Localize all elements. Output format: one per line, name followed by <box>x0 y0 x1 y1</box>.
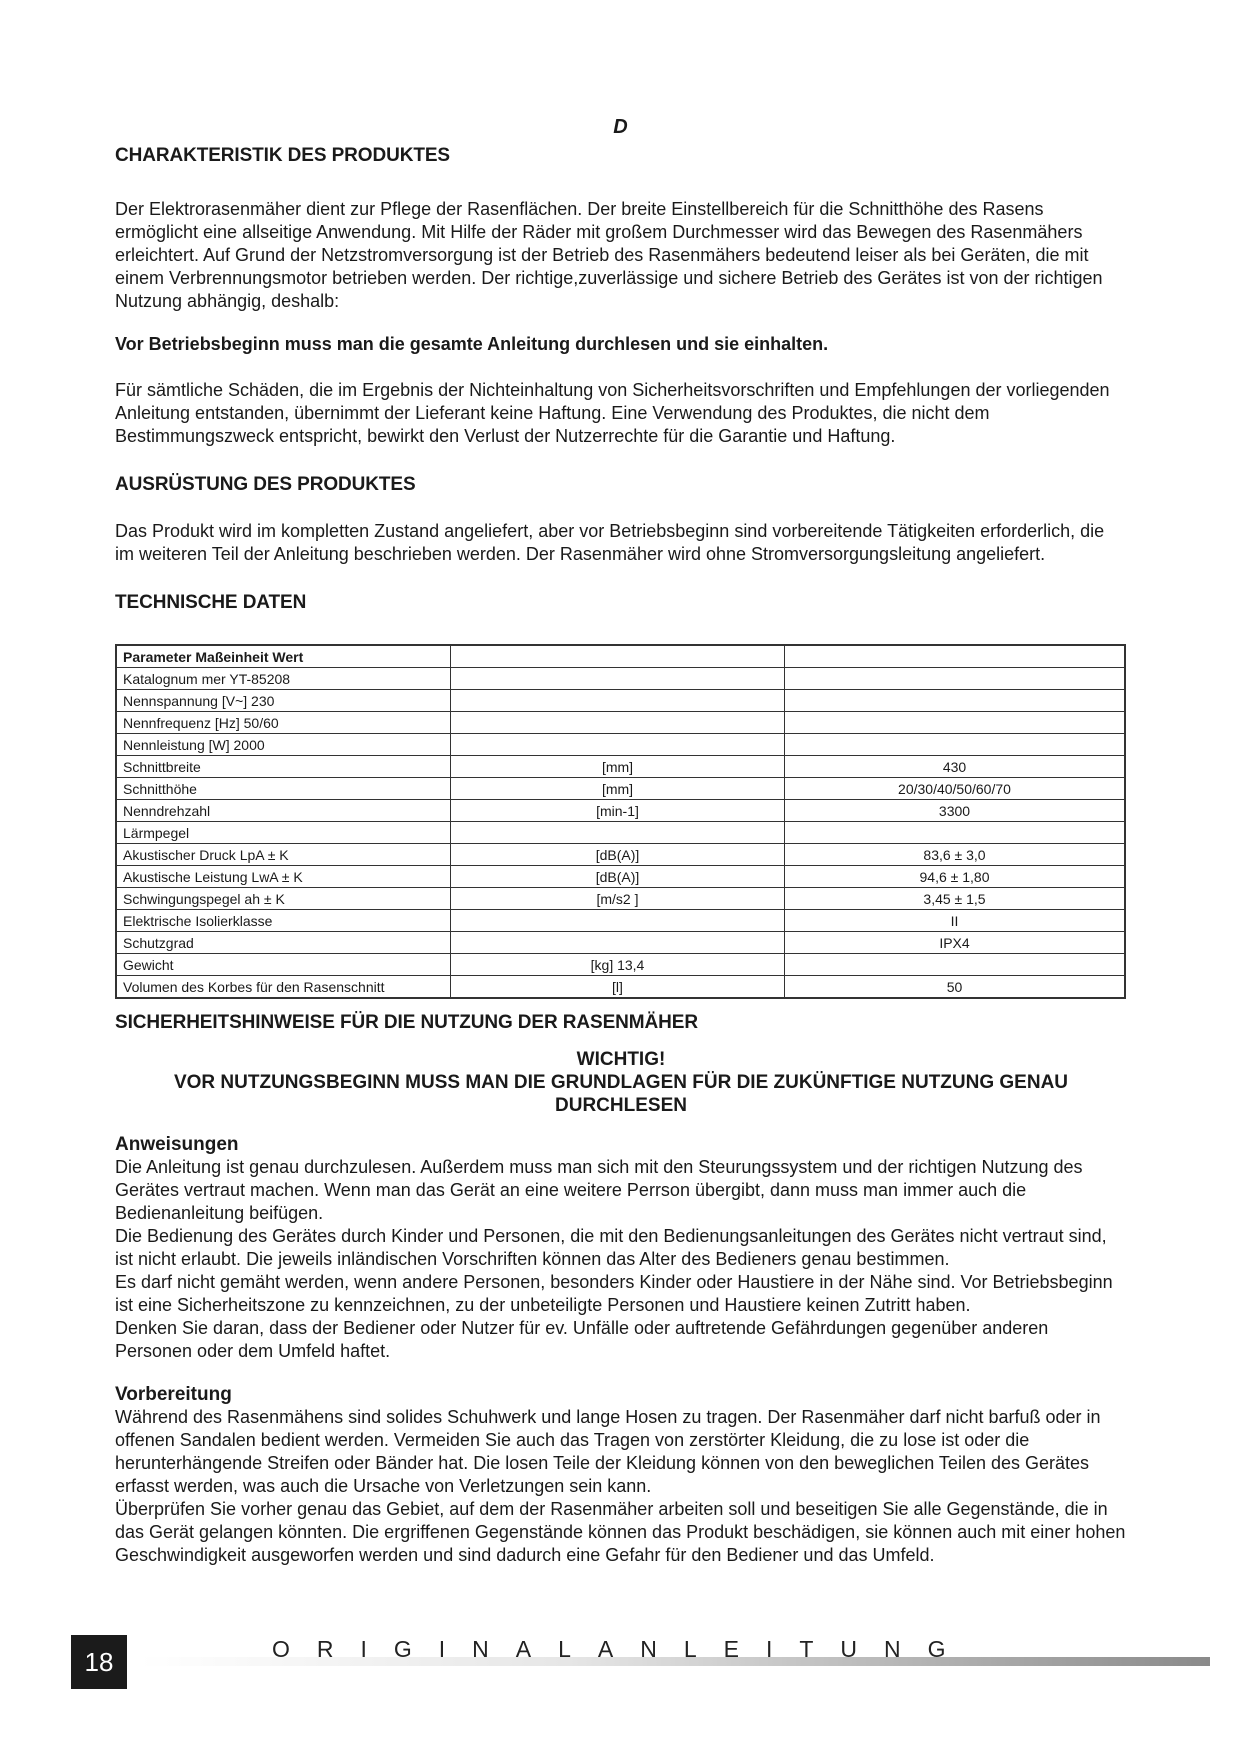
table-cell-value: 3,45 ± 1,5 <box>785 888 1126 910</box>
table-cell-value <box>785 645 1126 668</box>
warning-bold-line: Vor Betriebsbeginn muss man die gesamte Anleitung durchlesen und sie einhalten. <box>115 334 829 354</box>
table-cell-unit: [dB(A)] <box>451 866 785 888</box>
table-cell-unit <box>451 712 785 734</box>
table-cell-value <box>785 954 1126 976</box>
table-cell-parameter: Nennfrequenz [Hz] 50/60 <box>116 712 451 734</box>
table-row <box>116 822 1125 844</box>
table-cell-value <box>785 712 1126 734</box>
table-cell-parameter: Schnittbreite <box>116 756 451 778</box>
table-row <box>116 778 1125 800</box>
table-row <box>116 712 1125 734</box>
vorbereitung-paragraph-1: Während des Rasenmähens sind solides Schuhwerk und lange Hosen zu tragen. Der Rasenmäher darf nicht barfuß oder in offenen Sandalen bedient werden. Vermeiden Sie auch das Tragen von zerstörter Kleidung, die zu lose ist oder die herunterhängende Streifen oder Bänder hat. Die losen Teile der Kleidung können von den beweglichen Teilen des Gerätes erfasst werden, was auch die Ursache von Verletzungen sein kann. <box>115 1407 1101 1496</box>
table-cell-unit <box>451 690 785 712</box>
table-row <box>116 756 1125 778</box>
table-cell-unit: [kg] 13,4 <box>451 954 785 976</box>
table-cell-unit <box>451 822 785 844</box>
section-title-technische-daten: TECHNISCHE DATEN <box>115 592 307 613</box>
table-cell-value: 94,6 ± 1,80 <box>785 866 1126 888</box>
table-cell-unit <box>451 734 785 756</box>
table-row <box>116 690 1125 712</box>
table-cell-parameter: Schnitthöhe <box>116 778 451 800</box>
table-cell-unit: [m/s2 ] <box>451 888 785 910</box>
table-cell-parameter: Volumen des Korbes für den Rasenschnitt <box>116 976 451 999</box>
liability-paragraph: Für sämtliche Schäden, die im Ergebnis der Nichteinhaltung von Sicherheitsvorschriften und Empfehlungen der vorliegenden Anleitung entstanden, übernimmt der Lieferant keine Haftung. Eine Verwendung des Produktes, die nicht dem Bestimmungszweck entspricht, bewirkt den Verlust der Nutzerrechte für die Garantie und Haftung. <box>115 380 1110 446</box>
page-number: 18 <box>71 1635 127 1689</box>
table-cell-parameter: Schwingungspegel ah ± K <box>116 888 451 910</box>
table-cell-parameter: Nennspannung [V~] 230 <box>116 690 451 712</box>
table-row <box>116 932 1125 954</box>
table-row <box>116 866 1125 888</box>
section-title-ausruestung: AUSRÜSTUNG DES PRODUKTES <box>115 474 416 495</box>
table-cell-value <box>785 822 1126 844</box>
table-cell-parameter: Akustische Leistung LwA ± K <box>116 866 451 888</box>
table-cell-parameter: Gewicht <box>116 954 451 976</box>
table-cell-unit <box>451 645 785 668</box>
table-cell-unit: [min-1] <box>451 800 785 822</box>
subsection-title-anweisungen: Anweisungen <box>115 1134 239 1155</box>
table-cell-unit <box>451 932 785 954</box>
table-row <box>116 734 1125 756</box>
anweisungen-paragraph-2: Die Bedienung des Gerätes durch Kinder und Personen, die mit den Bedienungsanleitungen des Gerätes nicht vertraut sind, ist nicht erlaubt. Die jeweils inländischen Vorschriften können das Alter des Bedieners genau bestimmen. <box>115 1226 1107 1269</box>
table-cell-unit <box>451 910 785 932</box>
table-row <box>116 800 1125 822</box>
charakteristik-paragraph: Der Elektrorasenmäher dient zur Pflege der Rasenflächen. Der breite Einstellbereich für die Schnitthöhe des Rasens ermöglicht eine allseitige Anwendung. Mit Hilfe der Räder mit großem Durchmesser wird das Bewegen des Rasenmähers erleichtert. Auf Grund der Netzstromversorgung ist der Betrieb des Rasenmähers bedeutend leiser als bei Geräten, die mit einem Verbrennungsmotor betrieben werden. Der richtige,zuverlässige und sichere Betrieb des Gerätes ist von der richtigen Nutzung abhängig, deshalb: <box>115 199 1103 311</box>
table-cell-unit: [l] <box>451 976 785 999</box>
table-cell-unit: [mm] <box>451 756 785 778</box>
subsection-title-vorbereitung: Vorbereitung <box>115 1384 232 1405</box>
ausruestung-paragraph: Das Produkt wird im kompletten Zustand angeliefert, aber vor Betriebsbeginn sind vorbereitende Tätigkeiten erforderlich, die im weiteren Teil der Anleitung beschrieben werden. Der Rasenmäher wird ohne Stromversorgungsleitung angeliefert. <box>115 521 1105 564</box>
language-marker: D <box>613 116 628 138</box>
anweisungen-paragraph-1: Die Anleitung ist genau durchzulesen. Außerdem muss man sich mit den Steurungssystem und der richtigen Nutzung des Gerätes vertraut machen. Wenn man das Gerät an eine weitere Perrson übergibt, dann muss man immer auch die Bedienanleitung beifügen. <box>115 1157 1083 1223</box>
table-cell-parameter: Akustischer Druck LpA ± K <box>116 844 451 866</box>
technical-data-table <box>115 644 1126 999</box>
table-cell-parameter: Parameter Maßeinheit Wert <box>116 645 451 668</box>
table-row <box>116 668 1125 690</box>
section-title-charakteristik: CHARAKTERISTIK DES PRODUKTES <box>115 145 450 166</box>
table-cell-value: 3300 <box>785 800 1126 822</box>
table-cell-value <box>785 734 1126 756</box>
anweisungen-paragraph-3: Es darf nicht gemäht werden, wenn andere Personen, besonders Kinder oder Haustiere in der Nähe sind. Vor Betriebsbeginn ist eine Sicherheitszone zu kennzeichnen, zu der unbeteiligte Personen und Haustiere keinen Zutritt haben. <box>115 1272 1113 1315</box>
table-row <box>116 910 1125 932</box>
table-cell-value: 20/30/40/50/60/70 <box>785 778 1126 800</box>
table-row <box>116 844 1125 866</box>
table-cell-parameter: Lärmpegel <box>116 822 451 844</box>
table-cell-value <box>785 668 1126 690</box>
table-cell-parameter: Schutzgrad <box>116 932 451 954</box>
table-cell-value: 83,6 ± 3,0 <box>785 844 1126 866</box>
footer-original-text: ORIGINALANLEITUNG <box>272 1636 973 1662</box>
table-cell-unit <box>451 668 785 690</box>
table-row <box>116 645 1125 668</box>
table-cell-parameter: Nenndrehzahl <box>116 800 451 822</box>
table-cell-parameter: Katalognum mer YT-85208 <box>116 668 451 690</box>
page-content <box>115 145 1127 1567</box>
anweisungen-paragraph-4: Denken Sie daran, dass der Bediener oder Nutzer für ev. Unfälle oder auftretende Gefährdungen gegenüber anderen Personen oder dem Umfeld haftet. <box>115 1318 1049 1361</box>
vorbereitung-paragraph-2: Überprüfen Sie vorher genau das Gebiet, auf dem der Rasenmäher arbeiten soll und beseitigen Sie alle Gegenstände, die in das Gerät gelangen könnten. Die ergriffenen Gegenstände können das Produkt beschädigen, sie können auch mit einer hohen Geschwindigkeit ausgeworfen werden und sind dadurch eine Gefahr für den Bediener und das Umfeld. <box>115 1499 1126 1565</box>
table-cell-parameter: Elektrische Isolierklasse <box>116 910 451 932</box>
table-cell-value: IPX4 <box>785 932 1126 954</box>
table-cell-value: 50 <box>785 976 1126 999</box>
table-cell-parameter: Nennleistung [W] 2000 <box>116 734 451 756</box>
table-row <box>116 976 1125 999</box>
table-row <box>116 954 1125 976</box>
section-title-sicherheit: SICHERHEITSHINWEISE FÜR DIE NUTZUNG DER RASENMÄHER <box>115 1012 698 1033</box>
important-heading: WICHTIG! <box>576 1049 666 1070</box>
table-row <box>116 888 1125 910</box>
important-line: VOR NUTZUNGSBEGINN MUSS MAN DIE GRUNDLAGEN FÜR DIE ZUKÜNFTIGE NUTZUNG GENAU DURCHLESEN <box>173 1072 1069 1116</box>
table-cell-value: 430 <box>785 756 1126 778</box>
table-cell-value: II <box>785 910 1126 932</box>
table-cell-value <box>785 690 1126 712</box>
table-cell-unit: [mm] <box>451 778 785 800</box>
table-cell-unit: [dB(A)] <box>451 844 785 866</box>
